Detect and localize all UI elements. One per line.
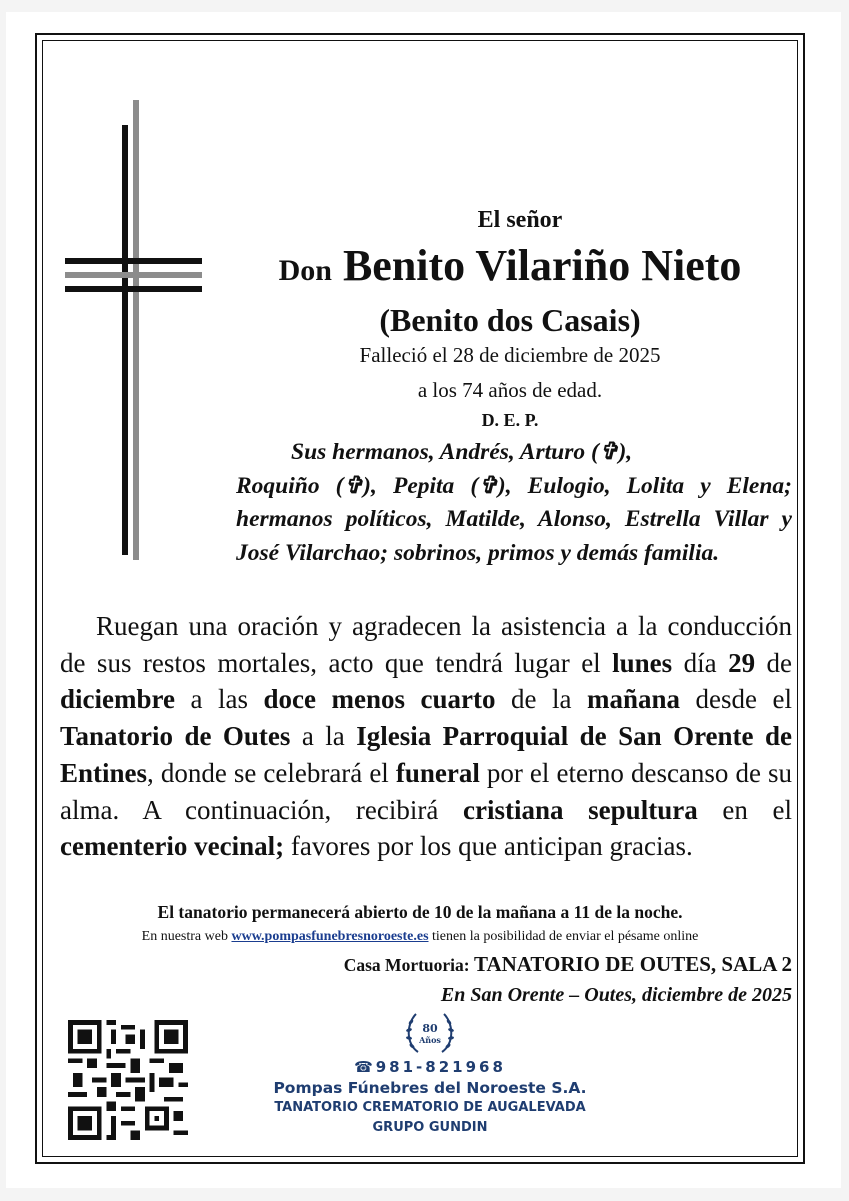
- web-prefix: En nuestra web: [141, 929, 232, 944]
- place-date: En San Orente – Outes, diciembre de 2025: [440, 984, 792, 1006]
- funeral-announcement: [60, 608, 792, 865]
- web-note: [40, 929, 800, 945]
- badge-label: Años: [419, 1035, 441, 1045]
- text: de la: [495, 684, 587, 715]
- company-name: Pompas Fúnebres del Noroeste S.A.: [273, 1079, 587, 1097]
- text: a la: [290, 721, 357, 752]
- cross-icon: [60, 95, 205, 565]
- text: favores por los que anticipan gracias.: [284, 831, 693, 862]
- opening-hours: El tanatorio permanecerá abierto de 10 de la mañana a 11 de la noche.: [157, 902, 683, 922]
- web-suffix: tienen la posibilidad de enviar el pésame online: [428, 929, 699, 944]
- time-period: mañana: [586, 684, 680, 715]
- qr-code[interactable]: [68, 1020, 188, 1140]
- website-link[interactable]: www.pompasfunebresnoroeste.es: [231, 929, 429, 944]
- title-prefix: Don: [278, 254, 332, 287]
- text: en el: [697, 794, 792, 825]
- nickname: (Benito dos Casais): [379, 302, 641, 338]
- family-line-1: Sus hermanos, Andrés, Arturo (✞),: [291, 439, 633, 465]
- phone-line: [330, 1058, 530, 1076]
- mortuary-value: TANATORIO DE OUTES, SALA 2: [474, 952, 792, 976]
- phone-number: 981-821968: [375, 1058, 506, 1076]
- rip-text: D. E. P.: [481, 410, 539, 430]
- text: Ruegan una oración y agradecen la asistencia a la conducción de sus restos mortales, acto que tendrá lugar el: [60, 611, 792, 678]
- full-name: Benito Vilariño Nieto: [342, 241, 742, 290]
- day-number: 29: [728, 647, 756, 678]
- death-date: Falleció el 28 de diciembre de 2025: [359, 343, 661, 367]
- time: doce menos cuarto: [263, 684, 496, 715]
- cemetery: cementerio vecinal;: [60, 831, 285, 862]
- text: a las: [174, 684, 264, 715]
- origin: Tanatorio de Outes: [60, 721, 291, 752]
- burial: cristiana sepultura: [463, 794, 698, 825]
- intro-text: El señor: [477, 207, 563, 233]
- mortuary-line: [200, 952, 792, 977]
- age-line: a los 74 años de edad.: [417, 378, 603, 402]
- crematorium-name: TANATORIO CREMATORIO DE AUGALEVADA: [274, 1100, 586, 1115]
- text: por el eterno descanso de su alma. A continuación, recibirá: [60, 757, 792, 825]
- deceased-name: [215, 240, 805, 291]
- mortuary-label: Casa Mortuoria:: [343, 955, 474, 975]
- text: de: [755, 647, 792, 678]
- text: día: [672, 647, 729, 678]
- text: , donde se celebrará el: [147, 757, 396, 788]
- family-list: [236, 436, 792, 570]
- month: diciembre: [60, 684, 175, 715]
- day-name: lunes: [612, 647, 673, 678]
- family-rest: Roquiño (✞), Pepita (✞), Eulogio, Lolita y Elena; hermanos políticos, Matilde, Alonso, Estrella Villar y José Vilarchao; sobrinos, primos y demás familia.: [236, 472, 792, 566]
- anniversary-badge-icon: [400, 1008, 460, 1060]
- funeral-word: funeral: [395, 757, 480, 788]
- phone-icon: ☎: [354, 1058, 376, 1076]
- badge-number: 80: [422, 1022, 438, 1035]
- church: Iglesia Parroquial de San Orente de Entines: [60, 721, 792, 788]
- group-name: GRUPO GUNDIN: [372, 1120, 488, 1135]
- text: desde el: [680, 684, 792, 715]
